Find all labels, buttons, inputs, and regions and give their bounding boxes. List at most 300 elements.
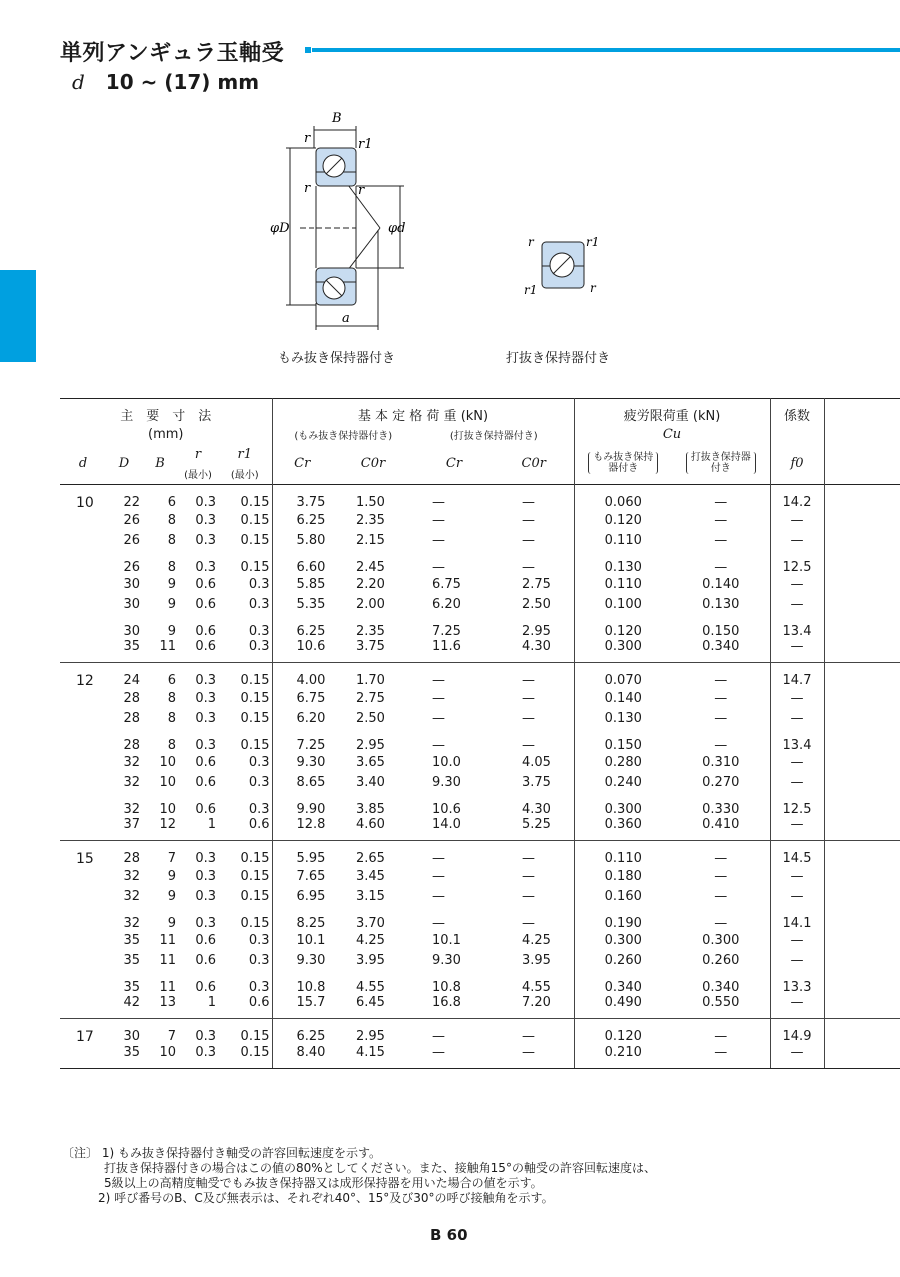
cell-f0: 13.4 (770, 729, 824, 753)
cell-cr-machined: 9.30 (272, 753, 332, 773)
cell-r: 0.3 (195, 513, 216, 528)
cell-cr-pressed: — (432, 711, 445, 726)
cell-cu-machined: 0.300 (574, 793, 672, 817)
cell-cu-machined: 0.150 (574, 729, 672, 753)
cell-B: 6 (167, 673, 176, 688)
bore-d-value (60, 753, 106, 773)
cell-cr-machined: 5.35 (272, 595, 332, 615)
cell-f0: 12.5 (770, 551, 824, 575)
cell-cu-pressed: 0.310 (702, 755, 740, 770)
cell-cu-machined: 0.340 (574, 971, 672, 995)
cell-f0: — (770, 595, 824, 615)
cell-r: 0.6 (195, 801, 216, 817)
cell-c0r-machined: 4.25 (356, 933, 385, 948)
label-r-right: r (358, 183, 365, 198)
cell-cr-pressed: 6.20 (432, 597, 461, 612)
cell-c0r-machined: 4.55 (356, 979, 385, 995)
subtitle-symbol: d (72, 70, 85, 94)
cell-cu-pressed: — (714, 711, 728, 726)
cell-f0: 14.2 (770, 484, 824, 511)
table-row (60, 753, 900, 773)
bore-d-value (60, 531, 106, 551)
cell-B: 9 (167, 915, 176, 931)
cell-cu-machined: 0.300 (574, 639, 672, 663)
cell-B: 8 (167, 711, 176, 726)
cell-r1: 0.3 (248, 623, 270, 639)
cell-c0r-pressed: — (522, 495, 535, 510)
cell-B: 8 (167, 559, 176, 575)
bearing-diagram-machined (270, 108, 430, 338)
bore-d-value (60, 595, 106, 615)
cell-r: 0.6 (195, 755, 216, 770)
label-r1-top: r1 (358, 137, 373, 152)
cell-r1: 0.15 (240, 851, 270, 866)
cell-r1: 0.15 (218, 1045, 272, 1069)
bore-d-value (60, 907, 106, 931)
bore-d-value (60, 729, 106, 753)
cell-c0r-pressed: 2.50 (522, 597, 551, 612)
cell-cr-machined: 6.25 (272, 511, 332, 531)
cell-cr-machined: 9.30 (272, 951, 332, 971)
cell-D: 32 (123, 915, 140, 931)
cell-c0r-pressed: 4.25 (522, 933, 551, 948)
cell-f0: 12.5 (770, 793, 824, 817)
cell-c0r-machined: 1.70 (356, 673, 385, 688)
cell-cr-pressed: 6.75 (432, 577, 461, 592)
cell-cr-machined: 10.6 (272, 639, 332, 663)
header-machined: (もみ抜き保持器付き) (272, 424, 414, 444)
bore-d-value (60, 615, 106, 639)
bore-d-value (60, 971, 106, 995)
cell-r1: 0.15 (240, 559, 270, 575)
caption-pressed: 打抜き保持器付き (506, 351, 611, 366)
cell-f0: 13.4 (770, 615, 824, 639)
cell-D: 32 (123, 755, 140, 770)
cell-D: 35 (123, 979, 140, 995)
note-line-2: 打抜き保持器付きの場合はこの値の80%としてください。また、接触角15°の軸受の許容回転速度は、 (104, 1161, 656, 1175)
header-cu-machined: もみ抜き保持器付き (574, 444, 672, 484)
cell-r1: 0.15 (240, 513, 270, 528)
cell-cu-machined: 0.490 (574, 995, 672, 1019)
cell-c0r-machined: 2.95 (356, 737, 385, 753)
header-cu-pressed: 打抜き保持器付き (672, 444, 770, 484)
cell-c0r-pressed: 4.30 (494, 639, 574, 663)
bore-d-value (60, 931, 106, 951)
cell-r: 0.3 (195, 495, 216, 510)
cell-cr-pressed: 11.6 (414, 639, 494, 663)
cell-r: 0.3 (195, 1029, 216, 1044)
cell-cu-machined: 0.260 (574, 951, 672, 971)
cell-r: 0.3 (195, 691, 216, 706)
cell-f0: — (770, 867, 824, 887)
cell-B: 6 (167, 495, 176, 510)
cell-cu-machined: 0.110 (574, 531, 672, 551)
label-r-small-tl: r (528, 235, 534, 249)
cell-D: 35 (106, 639, 142, 663)
table-row (60, 531, 900, 551)
bore-d-value (60, 867, 106, 887)
cell-c0r-pressed: — (522, 889, 535, 904)
cell-cr-machined: 6.75 (272, 689, 332, 709)
cell-D: 28 (123, 711, 140, 726)
cell-cu-machined: 0.160 (574, 887, 672, 907)
bore-d-value: 15 (76, 850, 94, 867)
cell-f0: — (770, 951, 824, 971)
cell-D: 35 (123, 933, 140, 948)
table-row (60, 689, 900, 709)
table-row (60, 511, 900, 531)
page-title: 単列アンギュラ玉軸受 (60, 41, 285, 66)
cell-cr-machined: 8.65 (272, 773, 332, 793)
table-row (60, 907, 900, 931)
cell-r: 1 (178, 995, 218, 1019)
cell-cr-pressed: — (432, 533, 445, 548)
cell-c0r-machined: 4.15 (332, 1045, 414, 1069)
page-number: B 60 (430, 1226, 468, 1244)
cell-cu-machined: 0.140 (574, 689, 672, 709)
cell-r: 1 (178, 817, 218, 841)
cell-r1: 0.15 (240, 915, 270, 931)
cell-B: 8 (167, 533, 176, 548)
label-r-small-br: r (590, 281, 596, 295)
bore-d-value (60, 709, 106, 729)
title-rule-dot (305, 47, 311, 53)
cell-cu-pressed: 0.550 (672, 995, 770, 1019)
cell-cu-pressed: — (714, 673, 728, 688)
header-c0r1: C0r (360, 456, 386, 472)
cell-c0r-pressed: — (522, 851, 535, 866)
cell-cu-pressed: — (714, 559, 728, 575)
cell-B: 8 (167, 737, 176, 753)
bore-d-value: 10 (76, 494, 94, 511)
cell-r: 0.3 (195, 869, 216, 884)
cell-cu-pressed: 0.270 (702, 775, 740, 790)
cell-c0r-pressed: 3.75 (522, 775, 551, 790)
cell-c0r-pressed: 5.25 (494, 817, 574, 841)
cell-f0: — (770, 995, 824, 1019)
cell-r: 0.3 (195, 915, 216, 931)
cell-cu-machined: 0.110 (574, 575, 672, 595)
cell-D: 28 (123, 737, 140, 753)
cell-f0: — (770, 1045, 824, 1069)
cell-r: 0.3 (195, 889, 216, 904)
cell-D: 26 (123, 559, 140, 575)
bore-d-value (60, 1045, 106, 1069)
header-r: r (194, 446, 202, 462)
cell-B: 9 (167, 597, 176, 612)
cell-r1: 0.15 (240, 869, 270, 884)
caption-machined: もみ抜き保持器付き (278, 351, 396, 366)
header-B: B (155, 456, 165, 472)
cell-cr-pressed: — (432, 915, 445, 931)
table-row (60, 615, 900, 639)
cell-cr-pressed: 9.30 (432, 953, 461, 968)
cell-cu-machined: 0.190 (574, 907, 672, 931)
cell-cr-pressed: 10.1 (432, 933, 461, 948)
bore-d-value (60, 995, 106, 1019)
cell-cr-pressed: — (432, 495, 445, 510)
header-r-min: (最小) (184, 470, 212, 482)
bore-d-value (60, 551, 106, 575)
cell-c0r-machined: 2.95 (356, 1029, 385, 1044)
cell-cr-machined: 4.00 (272, 662, 332, 689)
cell-cr-machined: 7.25 (272, 729, 332, 753)
table-row (60, 639, 900, 663)
cell-cr-pressed: — (432, 559, 445, 575)
label-r1-small-tr: r1 (586, 235, 600, 249)
cell-c0r-machined: 2.20 (356, 577, 385, 592)
cell-D: 35 (123, 953, 140, 968)
cell-B: 10 (159, 775, 176, 790)
bearing-diagram-pressed (522, 232, 612, 302)
cell-f0: — (770, 773, 824, 793)
cell-f0: — (770, 709, 824, 729)
cell-f0: — (770, 511, 824, 531)
cell-r1: 0.3 (248, 953, 270, 968)
cell-cr-pressed: 7.25 (432, 623, 461, 639)
cell-D: 32 (123, 869, 140, 884)
header-c0r2: C0r (521, 456, 546, 472)
section-tab (0, 270, 36, 362)
cell-f0: 14.5 (770, 840, 824, 867)
cell-c0r-machined: 3.95 (356, 953, 385, 968)
cell-cr-machined: 6.60 (272, 551, 332, 575)
cell-r: 0.3 (195, 559, 216, 575)
cell-r1: 0.15 (240, 1029, 270, 1044)
label-r-top: r (304, 131, 311, 146)
cell-cr-pressed: 10.8 (432, 979, 461, 995)
cell-cu-machined: 0.210 (574, 1045, 672, 1069)
cell-f0: — (770, 639, 824, 663)
cell-D: 28 (123, 691, 140, 706)
cell-D: 28 (123, 851, 140, 866)
cell-r1: 0.6 (218, 995, 272, 1019)
cell-c0r-pressed: — (522, 533, 535, 548)
table-row (60, 887, 900, 907)
header-cr2: Cr (445, 456, 463, 472)
table-row (60, 1018, 900, 1045)
cell-cu-machined: 0.120 (574, 1018, 672, 1045)
cell-cr-pressed: — (432, 889, 445, 904)
cell-c0r-pressed: 7.20 (494, 995, 574, 1019)
subtitle-range: 10 ~ (17) mm (105, 70, 260, 94)
bore-d-value (60, 511, 106, 531)
cell-r1: 0.15 (240, 711, 270, 726)
cell-cu-pressed: 0.410 (672, 817, 770, 841)
header-cr1: Cr (272, 444, 332, 484)
cell-f0: — (770, 931, 824, 951)
cell-cr-pressed: — (432, 513, 445, 528)
table-row (60, 971, 900, 995)
cell-cu-pressed: 0.130 (702, 597, 740, 612)
table-row (60, 575, 900, 595)
table-row (60, 1045, 900, 1069)
table-row (60, 551, 900, 575)
cell-cr-machined: 5.95 (272, 840, 332, 867)
cell-B: 9 (167, 869, 176, 884)
cell-cr-machined: 6.25 (272, 1018, 332, 1045)
cell-f0: 14.7 (770, 662, 824, 689)
note-line-3: 5級以上の高精度軸受でもみ抜き保持器又は成形保持器を用いた場合の値を示す。 (104, 1176, 543, 1190)
table-row (60, 709, 900, 729)
table-row (60, 867, 900, 887)
cell-cu-pressed: 0.300 (702, 933, 740, 948)
cell-cu-pressed: — (714, 851, 728, 866)
cell-cu-machined: 0.110 (574, 840, 672, 867)
cell-cu-machined: 0.130 (574, 551, 672, 575)
header-f0: f0 (770, 444, 824, 484)
cell-D: 24 (123, 673, 140, 688)
cell-cr-machined: 10.8 (272, 971, 332, 995)
note-line-1: 〔注〕 1) もみ抜き保持器付き軸受の許容回転速度を示す。 (62, 1146, 381, 1160)
cell-r1: 0.15 (240, 889, 270, 904)
cell-B: 9 (167, 577, 176, 592)
cell-B: 8 (167, 513, 176, 528)
cell-B: 11 (159, 933, 176, 948)
cell-r1: 0.15 (240, 533, 270, 548)
cell-f0: — (770, 887, 824, 907)
page-subtitle (72, 70, 259, 94)
header-cu: Cu (574, 424, 770, 444)
cell-B: 9 (167, 623, 176, 639)
cell-r: 0.6 (195, 577, 216, 592)
cell-r: 0.3 (195, 851, 216, 866)
cell-c0r-pressed: — (522, 737, 535, 753)
cell-c0r-machined: 1.50 (356, 495, 385, 510)
table-row (60, 484, 900, 511)
cell-r: 0.3 (195, 673, 216, 688)
cell-B: 10 (142, 1045, 178, 1069)
cell-c0r-pressed: — (522, 869, 535, 884)
header-main-dims-unit: (mm) (148, 426, 184, 442)
cell-r1: 0.3 (248, 979, 270, 995)
cell-c0r-pressed: — (522, 1029, 535, 1044)
bore-d-value: 17 (76, 1028, 94, 1045)
cell-cu-pressed: — (714, 889, 728, 904)
cell-f0: 13.3 (770, 971, 824, 995)
cell-c0r-pressed: 4.30 (522, 801, 551, 817)
cell-c0r-pressed: 4.55 (522, 979, 551, 995)
cell-r1: 0.3 (248, 597, 270, 612)
cell-r: 0.6 (195, 953, 216, 968)
bore-d-value (60, 817, 106, 841)
cell-c0r-pressed: — (522, 673, 535, 688)
note-line-4: 2) 呼び番号のB、C及び無表示は、それぞれ40°、15°及び30°の呼び接触角を示す。 (98, 1191, 554, 1205)
cell-c0r-machined: 3.70 (356, 915, 385, 931)
cell-r1: 0.6 (218, 817, 272, 841)
table-row (60, 793, 900, 817)
cell-c0r-pressed: — (522, 915, 535, 931)
table-row (60, 995, 900, 1019)
cell-D: 35 (106, 1045, 142, 1069)
cell-c0r-pressed: 3.95 (522, 953, 551, 968)
header-r1: r1 (237, 446, 252, 462)
cell-cu-machined: 0.180 (574, 867, 672, 887)
header-D: D (118, 456, 130, 472)
cell-cu-pressed: — (672, 1045, 770, 1069)
cell-r: 0.6 (195, 597, 216, 612)
cell-r1: 0.3 (248, 577, 270, 592)
cell-cr-pressed: — (432, 737, 445, 753)
cell-f0: — (770, 689, 824, 709)
cell-r1: 0.15 (240, 737, 270, 753)
cell-D: 26 (123, 533, 140, 548)
cell-cu-machined: 0.360 (574, 817, 672, 841)
cell-r: 0.3 (178, 1045, 218, 1069)
cell-D: 30 (123, 597, 140, 612)
cell-c0r-pressed: 2.75 (522, 577, 551, 592)
cell-cu-pressed: 0.150 (702, 623, 740, 639)
bore-d-value (60, 639, 106, 663)
cell-r: 0.6 (195, 623, 216, 639)
cell-c0r-machined: 2.00 (356, 597, 385, 612)
cell-cu-pressed: — (714, 495, 728, 510)
cell-r: 0.6 (195, 979, 216, 995)
cell-c0r-machined: 2.45 (356, 559, 385, 575)
cell-cu-pressed: 0.140 (702, 577, 740, 592)
cell-B: 11 (142, 639, 178, 663)
cell-D: 30 (123, 1029, 140, 1044)
cell-B: 12 (142, 817, 178, 841)
cell-c0r-machined: 3.65 (356, 755, 385, 770)
cell-cu-pressed: 0.340 (672, 639, 770, 663)
cell-r1: 0.3 (248, 933, 270, 948)
cell-B: 10 (159, 755, 176, 770)
title-rule (312, 48, 900, 52)
cell-cr-machined: 15.7 (272, 995, 332, 1019)
cell-cu-pressed: 0.330 (702, 801, 740, 817)
cell-cu-pressed: — (714, 869, 728, 884)
header-r1-min: (最小) (230, 470, 259, 482)
cell-r: 0.6 (195, 933, 216, 948)
table-row (60, 840, 900, 867)
cell-r1: 0.15 (240, 495, 270, 510)
bore-d-value (60, 951, 106, 971)
bearing-spec-table (60, 398, 900, 1069)
label-r-left: r (304, 181, 311, 196)
cell-cr-pressed: 10.0 (432, 755, 461, 770)
cell-B: 11 (159, 979, 176, 995)
cell-cr-pressed: — (432, 851, 445, 866)
cell-cr-machined: 9.90 (272, 793, 332, 817)
cell-cu-pressed: — (714, 691, 728, 706)
bore-d-value (60, 887, 106, 907)
table-row (60, 817, 900, 841)
cell-D: 32 (123, 775, 140, 790)
cell-cu-pressed: — (714, 513, 728, 528)
table-row (60, 951, 900, 971)
cell-c0r-machined: 3.85 (356, 801, 385, 817)
label-a: a (342, 311, 350, 326)
cell-cu-pressed: 0.260 (702, 953, 740, 968)
label-phid: φd (388, 221, 406, 236)
bore-d-value (60, 575, 106, 595)
cell-cr-machined: 6.95 (272, 887, 332, 907)
cell-cu-machined: 0.240 (574, 773, 672, 793)
cell-cr-machined: 6.20 (272, 709, 332, 729)
cell-cr-machined: 6.25 (272, 615, 332, 639)
label-B: B (332, 111, 342, 126)
cell-c0r-machined: 4.60 (332, 817, 414, 841)
cell-r: 0.3 (195, 737, 216, 753)
cell-cr-pressed: 16.8 (414, 995, 494, 1019)
bore-d-value: 12 (76, 672, 94, 689)
cell-r1: 0.3 (248, 755, 270, 770)
cell-r: 0.6 (195, 775, 216, 790)
cell-B: 13 (142, 995, 178, 1019)
cell-D: 37 (106, 817, 142, 841)
cell-f0: 14.1 (770, 907, 824, 931)
